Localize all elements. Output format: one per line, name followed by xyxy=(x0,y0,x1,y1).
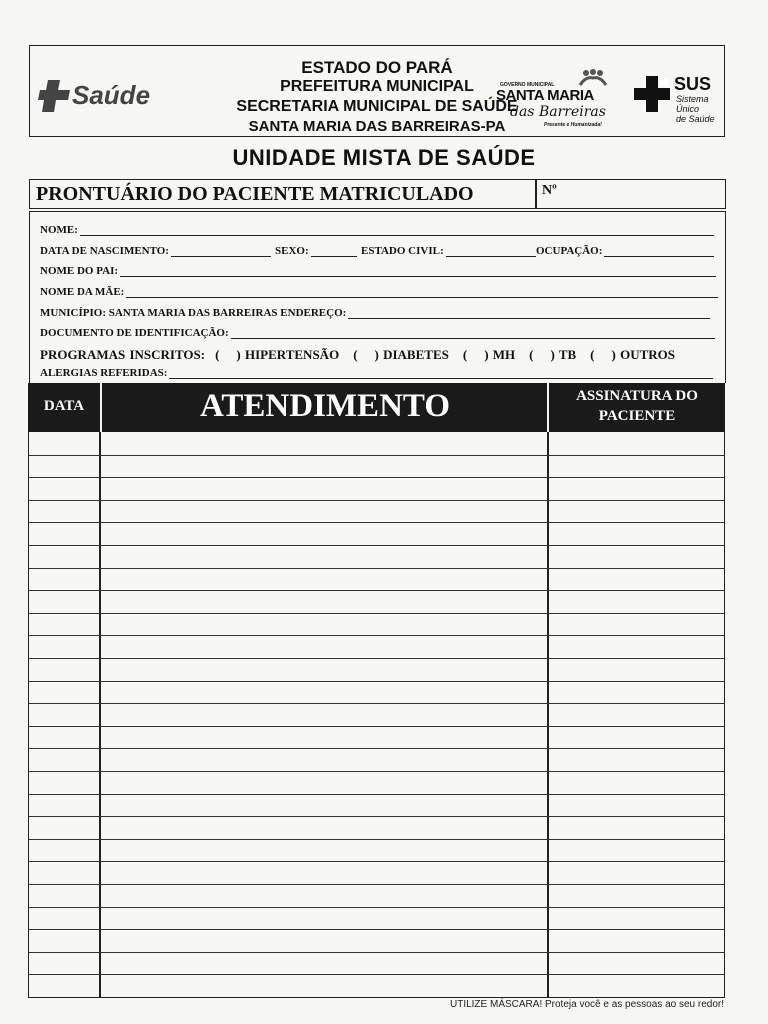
col-data-header: DATA xyxy=(43,398,85,414)
header-line-secretaria: SECRETARIA MUNICIPAL DE SAÚDE xyxy=(236,98,518,115)
record-title-box xyxy=(29,179,726,209)
table-row-line xyxy=(29,748,724,749)
field-ocupacao[interactable] xyxy=(536,245,714,257)
field-mae[interactable] xyxy=(40,286,718,298)
table-row-line xyxy=(29,929,724,930)
santa-maria-main: SANTA MARIA xyxy=(496,87,594,104)
table-row-line xyxy=(29,635,724,636)
santa-maria-top: GOVERNO MUNICIPAL xyxy=(500,82,555,88)
field-estado-civil-label: ESTADO CIVIL: xyxy=(361,245,444,257)
header-line-prefeitura: PREFEITURA MUNICIPAL xyxy=(280,78,474,95)
table-row-line xyxy=(29,861,724,862)
patient-fields-box xyxy=(29,211,726,383)
table-row-line xyxy=(29,658,724,659)
table-row-line xyxy=(29,477,724,478)
table-row-line xyxy=(29,794,724,795)
field-sexo[interactable] xyxy=(275,245,357,257)
table-row-line xyxy=(29,703,724,704)
field-estado-civil[interactable] xyxy=(361,245,536,257)
field-documento-label: DOCUMENTO DE IDENTIFICAÇÃO: xyxy=(40,327,229,339)
page-title: UNIDADE MISTA DE SAÚDE xyxy=(232,145,536,170)
table-row-line xyxy=(29,907,724,908)
programa-outros[interactable]: ( ) OUTROS xyxy=(590,347,675,362)
sus-logo xyxy=(634,74,724,126)
programas-label: PROGRAMAS INSCRITOS: xyxy=(40,347,206,362)
table-row-line xyxy=(29,522,724,523)
table-row-line xyxy=(29,455,724,456)
sus-main: SUS xyxy=(674,74,712,94)
field-ocupacao-label: OCUPAÇÃO: xyxy=(536,245,603,257)
field-documento[interactable] xyxy=(40,327,715,339)
sus-cross-icon xyxy=(634,76,670,112)
field-alergias[interactable] xyxy=(40,367,713,379)
header-box xyxy=(29,45,725,137)
field-municipio[interactable] xyxy=(40,307,710,319)
field-nascimento-label: DATA DE NASCIMENTO: xyxy=(40,245,169,257)
santa-maria-logo xyxy=(496,68,626,132)
table-row-line xyxy=(29,884,724,885)
col-atendimento-header: ATENDIMENTO xyxy=(200,388,450,424)
col-assinatura-header-2: PACIENTE xyxy=(598,408,676,424)
field-pai[interactable] xyxy=(40,265,716,277)
table-row-line xyxy=(29,681,724,682)
table-row-line xyxy=(29,613,724,614)
sus-sub1: Sistema xyxy=(676,94,709,104)
field-nascimento[interactable] xyxy=(40,245,271,257)
col-assinatura-header-1: ASSINATURA DO xyxy=(576,388,698,404)
table-row-line xyxy=(29,816,724,817)
table-row-line xyxy=(29,590,724,591)
santa-maria-script: das Barreiras xyxy=(510,104,606,120)
people-icon xyxy=(578,68,608,86)
programa-mh[interactable]: ( ) MH xyxy=(462,347,516,362)
sus-sub2: Único xyxy=(676,104,700,114)
header-line-state: ESTADO DO PARÁ xyxy=(301,58,453,77)
field-alergias-label: ALERGIAS REFERIDAS: xyxy=(40,367,168,379)
field-nome-label: NOME: xyxy=(40,224,78,236)
table-header xyxy=(28,383,725,432)
saude-logo-text: Saúde xyxy=(72,80,151,110)
programa-diabetes[interactable]: ( ) DIABETES xyxy=(353,347,449,362)
table-row-line xyxy=(29,545,724,546)
programa-hipertensao[interactable]: ( ) HIPERTENSÃO xyxy=(215,347,340,362)
programa-tb[interactable]: ( ) TB xyxy=(529,347,577,362)
field-sexo-label: SEXO: xyxy=(275,245,309,257)
table-row-line xyxy=(29,952,724,953)
record-number-label: Nº xyxy=(542,183,557,198)
record-title: PRONTUÁRIO DO PACIENTE MATRICULADO xyxy=(36,183,474,205)
programas-row xyxy=(40,347,675,363)
table-row-line xyxy=(29,974,724,975)
santa-maria-tagline: Presente e Humanizada! xyxy=(544,122,602,128)
attendance-grid[interactable] xyxy=(28,432,725,998)
footer-note: UTILIZE MÁSCARA! Proteja você e as pessoas ao seu redor! xyxy=(449,999,724,1010)
field-municipio-label: MUNICÍPIO: SANTA MARIA DAS BARREIRAS ENDEREÇO: xyxy=(40,307,347,319)
grid-col-divider-2 xyxy=(547,432,549,997)
header-line-city: SANTA MARIA DAS BARREIRAS-PA xyxy=(248,118,506,135)
record-number-divider xyxy=(535,180,537,208)
table-row-line xyxy=(29,568,724,569)
field-nome[interactable] xyxy=(40,224,714,236)
sus-sub3: de Saúde xyxy=(676,114,715,124)
field-mae-label: NOME DA MÃE: xyxy=(40,286,125,298)
table-row-line xyxy=(29,771,724,772)
table-row-line xyxy=(29,726,724,727)
table-row-line xyxy=(29,839,724,840)
field-pai-label: NOME DO PAI: xyxy=(40,265,119,277)
table-row-line xyxy=(29,500,724,501)
grid-col-divider-1 xyxy=(99,432,101,997)
